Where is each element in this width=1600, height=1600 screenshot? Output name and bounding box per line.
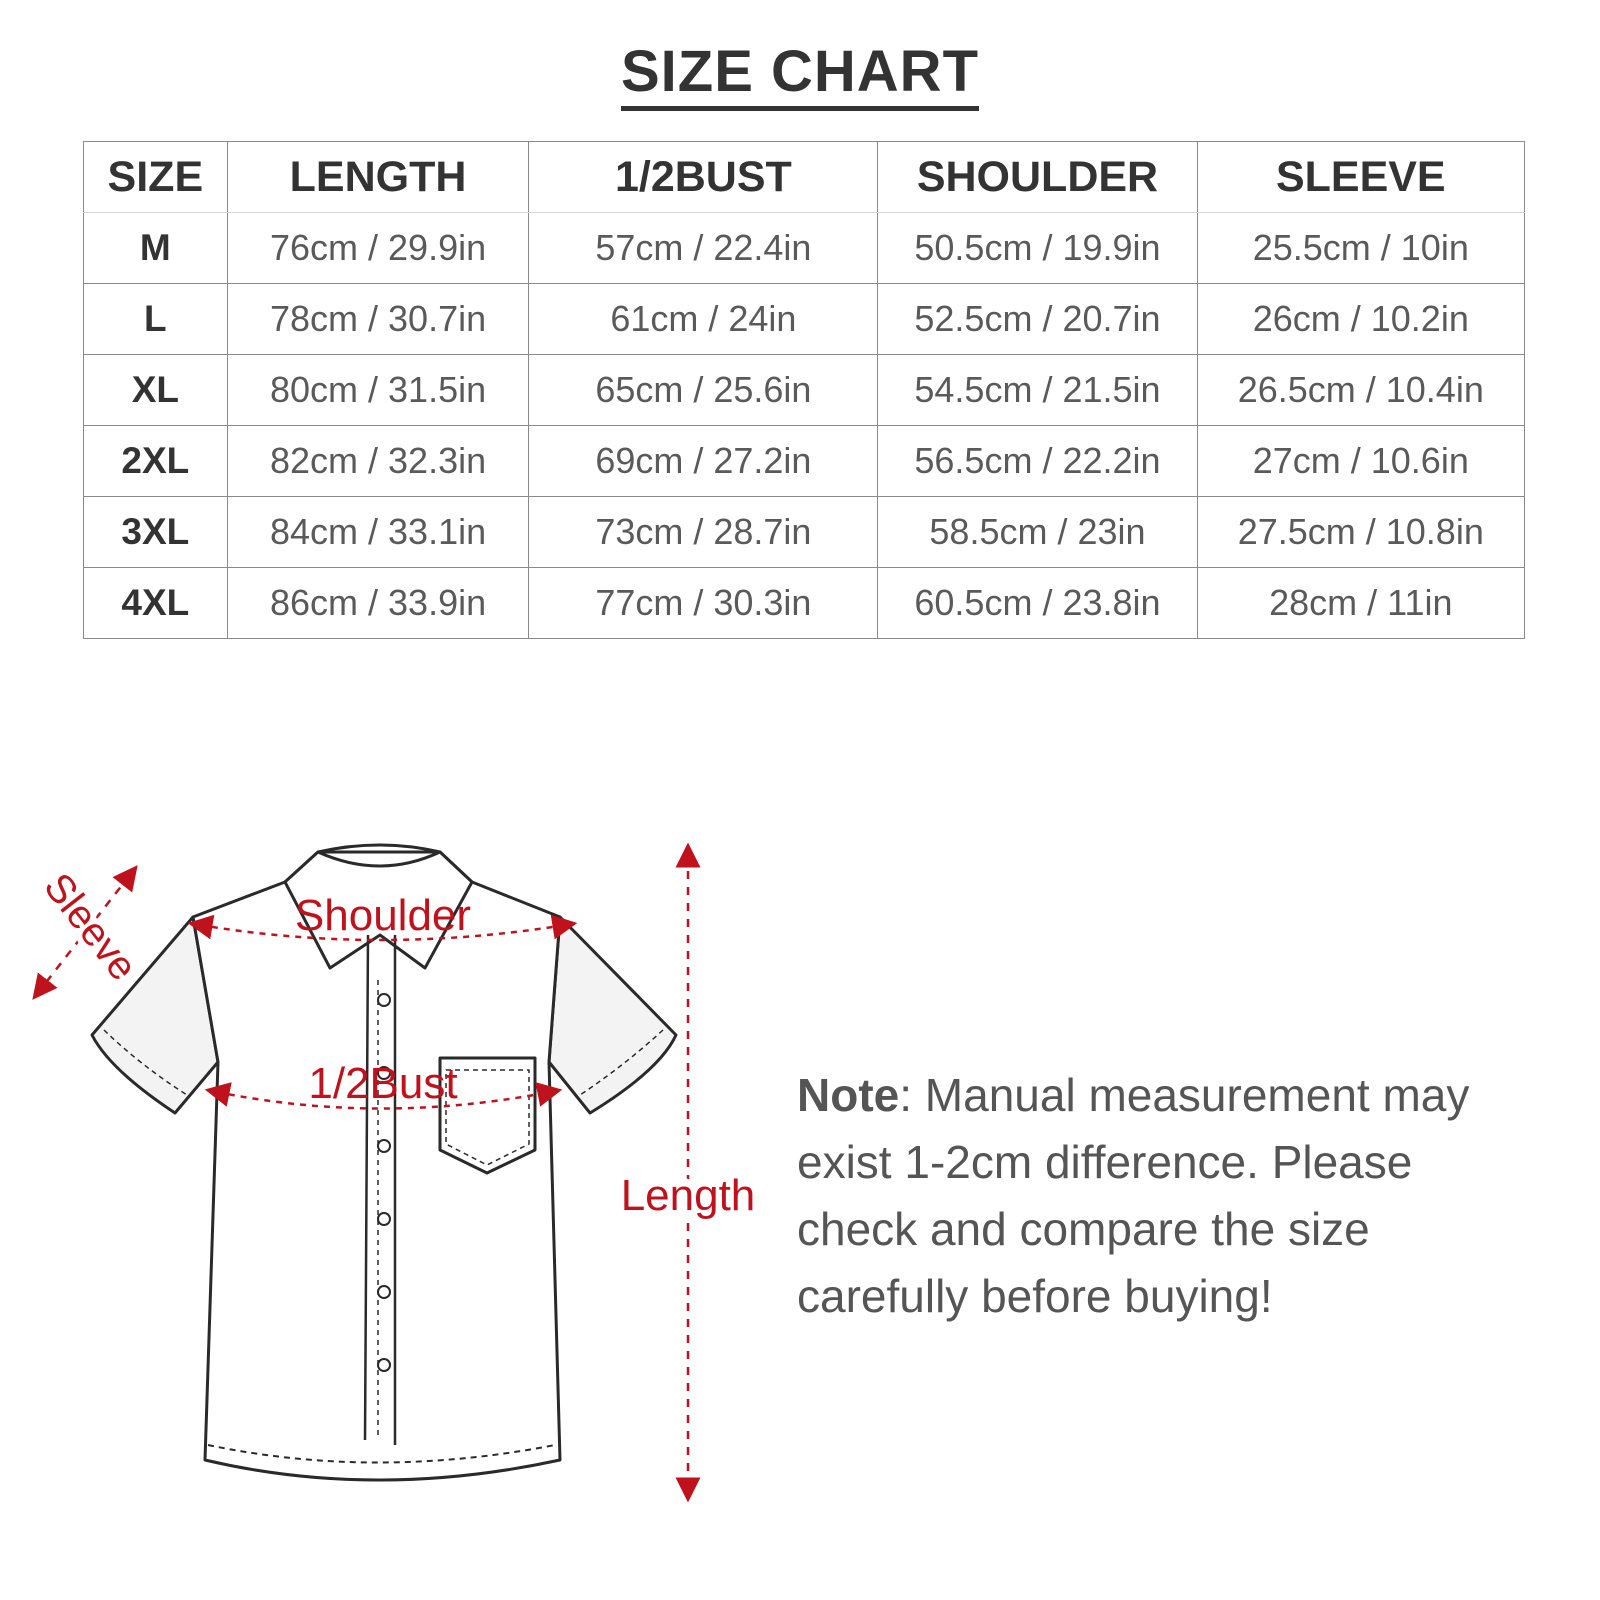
table-row — [84, 497, 1525, 568]
header-length: LENGTH — [227, 142, 529, 213]
shoulder-cell: 60.5cm / 23.8in — [878, 568, 1197, 639]
note-label: Note — [797, 1069, 900, 1121]
table-row — [84, 355, 1525, 426]
shirt-measurement-diagram — [0, 840, 800, 1560]
bust-cell: 61cm / 24in — [529, 284, 878, 355]
size-cell: L — [84, 284, 228, 355]
sleeve-cell: 26cm / 10.2in — [1197, 284, 1524, 355]
size-cell: M — [84, 213, 228, 284]
shoulder-cell: 54.5cm / 21.5in — [878, 355, 1197, 426]
sleeve-cell: 25.5cm / 10in — [1197, 213, 1524, 284]
header-size: SIZE — [84, 142, 228, 213]
measurement-note — [797, 1062, 1517, 1330]
length-cell: 78cm / 30.7in — [227, 284, 529, 355]
table-row — [84, 426, 1525, 497]
sleeve-cell: 27cm / 10.6in — [1197, 426, 1524, 497]
length-cell: 80cm / 31.5in — [227, 355, 529, 426]
table-row — [84, 568, 1525, 639]
page-title — [0, 38, 1600, 105]
bust-label: 1/2Bust — [308, 1059, 458, 1108]
note-text: : Manual measurement may exist 1-2cm difference. Please check and compare the size carefully before buying! — [797, 1069, 1470, 1322]
shoulder-cell: 50.5cm / 19.9in — [878, 213, 1197, 284]
bust-cell: 69cm / 27.2in — [529, 426, 878, 497]
header-bust: 1/2BUST — [529, 142, 878, 213]
bust-cell: 73cm / 28.7in — [529, 497, 878, 568]
size-cell: 3XL — [84, 497, 228, 568]
sleeve-cell: 27.5cm / 10.8in — [1197, 497, 1524, 568]
length-cell: 86cm / 33.9in — [227, 568, 529, 639]
shoulder-cell: 58.5cm / 23in — [878, 497, 1197, 568]
size-cell: 2XL — [84, 426, 228, 497]
table-header-row — [84, 142, 1525, 213]
header-sleeve: SLEEVE — [1197, 142, 1524, 213]
header-shoulder: SHOULDER — [878, 142, 1197, 213]
bust-cell: 65cm / 25.6in — [529, 355, 878, 426]
length-label: Length — [620, 1171, 756, 1220]
table-row — [84, 284, 1525, 355]
size-table — [83, 141, 1525, 639]
size-cell: 4XL — [84, 568, 228, 639]
sleeve-label: Sleeve — [35, 865, 146, 989]
shoulder-cell: 56.5cm / 22.2in — [878, 426, 1197, 497]
title-text: SIZE CHART — [621, 39, 979, 111]
table-row — [84, 213, 1525, 284]
length-cell: 76cm / 29.9in — [227, 213, 529, 284]
shoulder-label: Shoulder — [294, 891, 472, 940]
bust-cell: 77cm / 30.3in — [529, 568, 878, 639]
sleeve-cell: 28cm / 11in — [1197, 568, 1524, 639]
shoulder-cell: 52.5cm / 20.7in — [878, 284, 1197, 355]
length-cell: 84cm / 33.1in — [227, 497, 529, 568]
size-cell: XL — [84, 355, 228, 426]
bust-cell: 57cm / 22.4in — [529, 213, 878, 284]
sleeve-cell: 26.5cm / 10.4in — [1197, 355, 1524, 426]
length-cell: 82cm / 32.3in — [227, 426, 529, 497]
